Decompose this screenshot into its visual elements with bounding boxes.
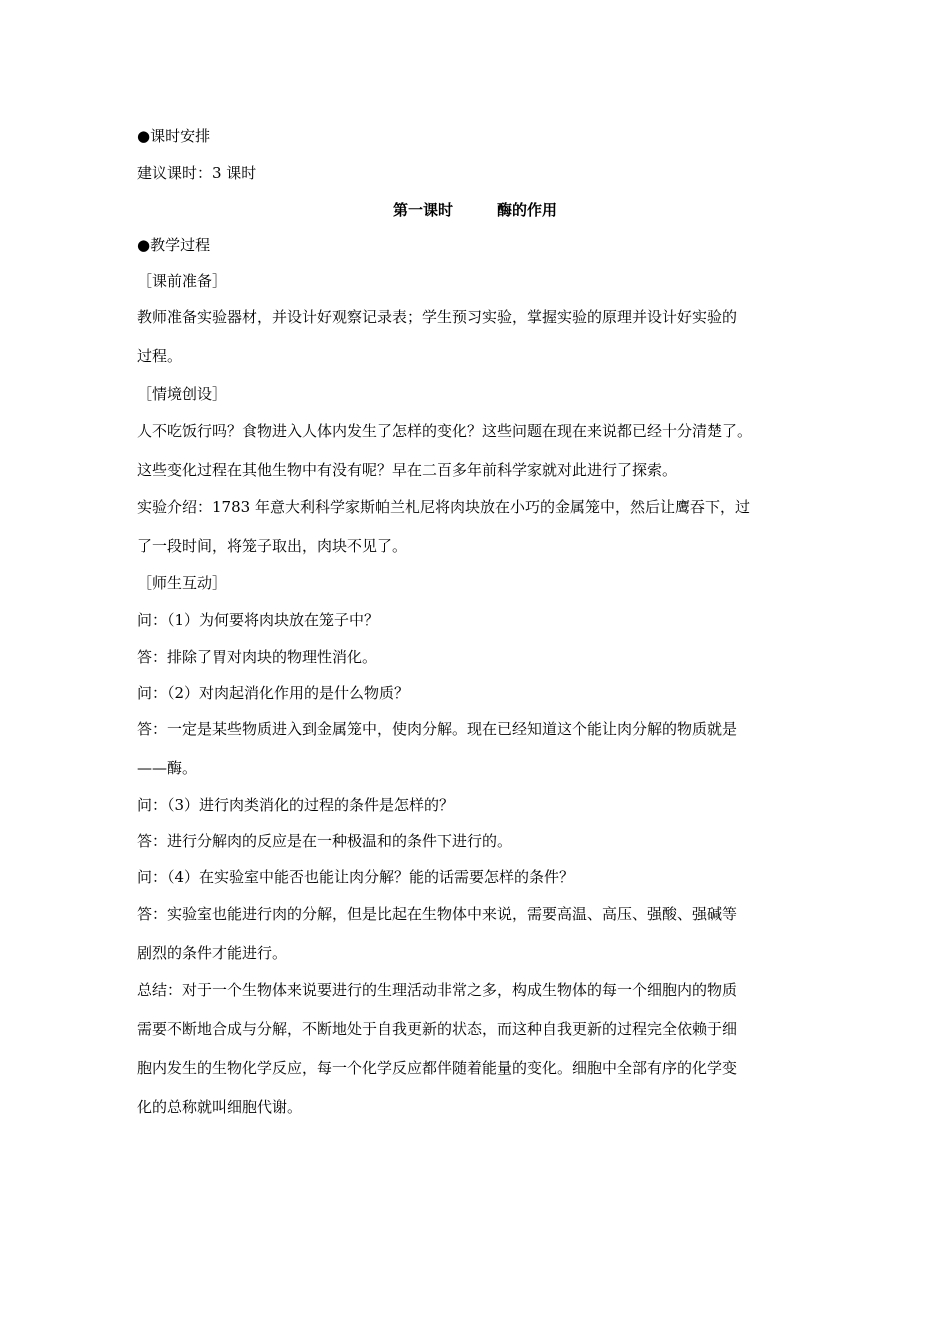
summary-line: 胞内发生的生物化学反应，每一个化学反应都伴随着能量的变化。细胞中全部有序的化学变 [137,1059,738,1077]
summary-line: 总结：对于一个生物体来说要进行的生理活动非常之多，构成生物体的每一个细胞内的物质 [137,981,738,999]
interaction-line: ——酶。 [137,759,198,777]
schedule-heading: ●课时安排 [137,127,211,145]
situation-line: 实验介绍：1783 年意大利科学家斯帕兰札尼将肉块放在小巧的金属笼中，然后让鹰吞下，过 [137,498,750,516]
interaction-line: 问：（2）对肉起消化作用的是什么物质？ [137,684,410,702]
process-heading: ●教学过程 [137,236,211,254]
interaction-line: 答：一定是某些物质进入到金属笼中，使肉分解。现在已经知道这个能让肉分解的物质就是 [137,720,738,738]
interaction-line: 答：进行分解肉的反应是在一种极温和的条件下进行的。 [137,832,513,850]
interaction-line: 答：排除了胃对肉块的物理性消化。 [137,648,378,666]
lesson-title-part1: 第一课时 [392,201,453,219]
prep-line: 过程。 [137,347,183,365]
lesson-title [0,200,950,220]
summary-line: 需要不断地合成与分解，不断地处于自我更新的状态，而这种自我更新的过程完全依赖于细 [137,1020,738,1038]
interaction-line: 问：（1）为何要将肉块放在笼子中？ [137,611,380,629]
summary-line: 化的总称就叫细胞代谢。 [137,1098,303,1116]
interaction-line: 答：实验室也能进行肉的分解，但是比起在生物体中来说，需要高温、高压、强酸、强碱等 [137,905,738,923]
interaction-line: 剧烈的条件才能进行。 [137,944,288,962]
situation-line: 人不吃饭行吗？食物进入人体内发生了怎样的变化？这些问题在现在来说都已经十分清楚了。 [137,422,753,440]
suggested-hours: 建议课时：3 课时 [137,164,257,182]
situation-line: 这些变化过程在其他生物中有没有呢？早在二百多年前科学家就对此进行了探索。 [137,461,678,479]
situation-line: 了一段时间，将笼子取出，肉块不见了。 [137,537,408,555]
situation-heading: ［情境创设］ [137,385,228,403]
prep-heading: ［课前准备］ [137,272,228,290]
prep-line: 教师准备实验器材，并设计好观察记录表；学生预习实验，掌握实验的原理并设计好实验的 [137,308,738,326]
interaction-line: 问：（4）在实验室中能否也能让肉分解？能的话需要怎样的条件？ [137,868,575,886]
interaction-heading: ［师生互动］ [137,574,228,592]
lesson-title-part2: 酶的作用 [497,201,558,219]
interaction-line: 问：（3）进行肉类消化的过程的条件是怎样的？ [137,796,455,814]
